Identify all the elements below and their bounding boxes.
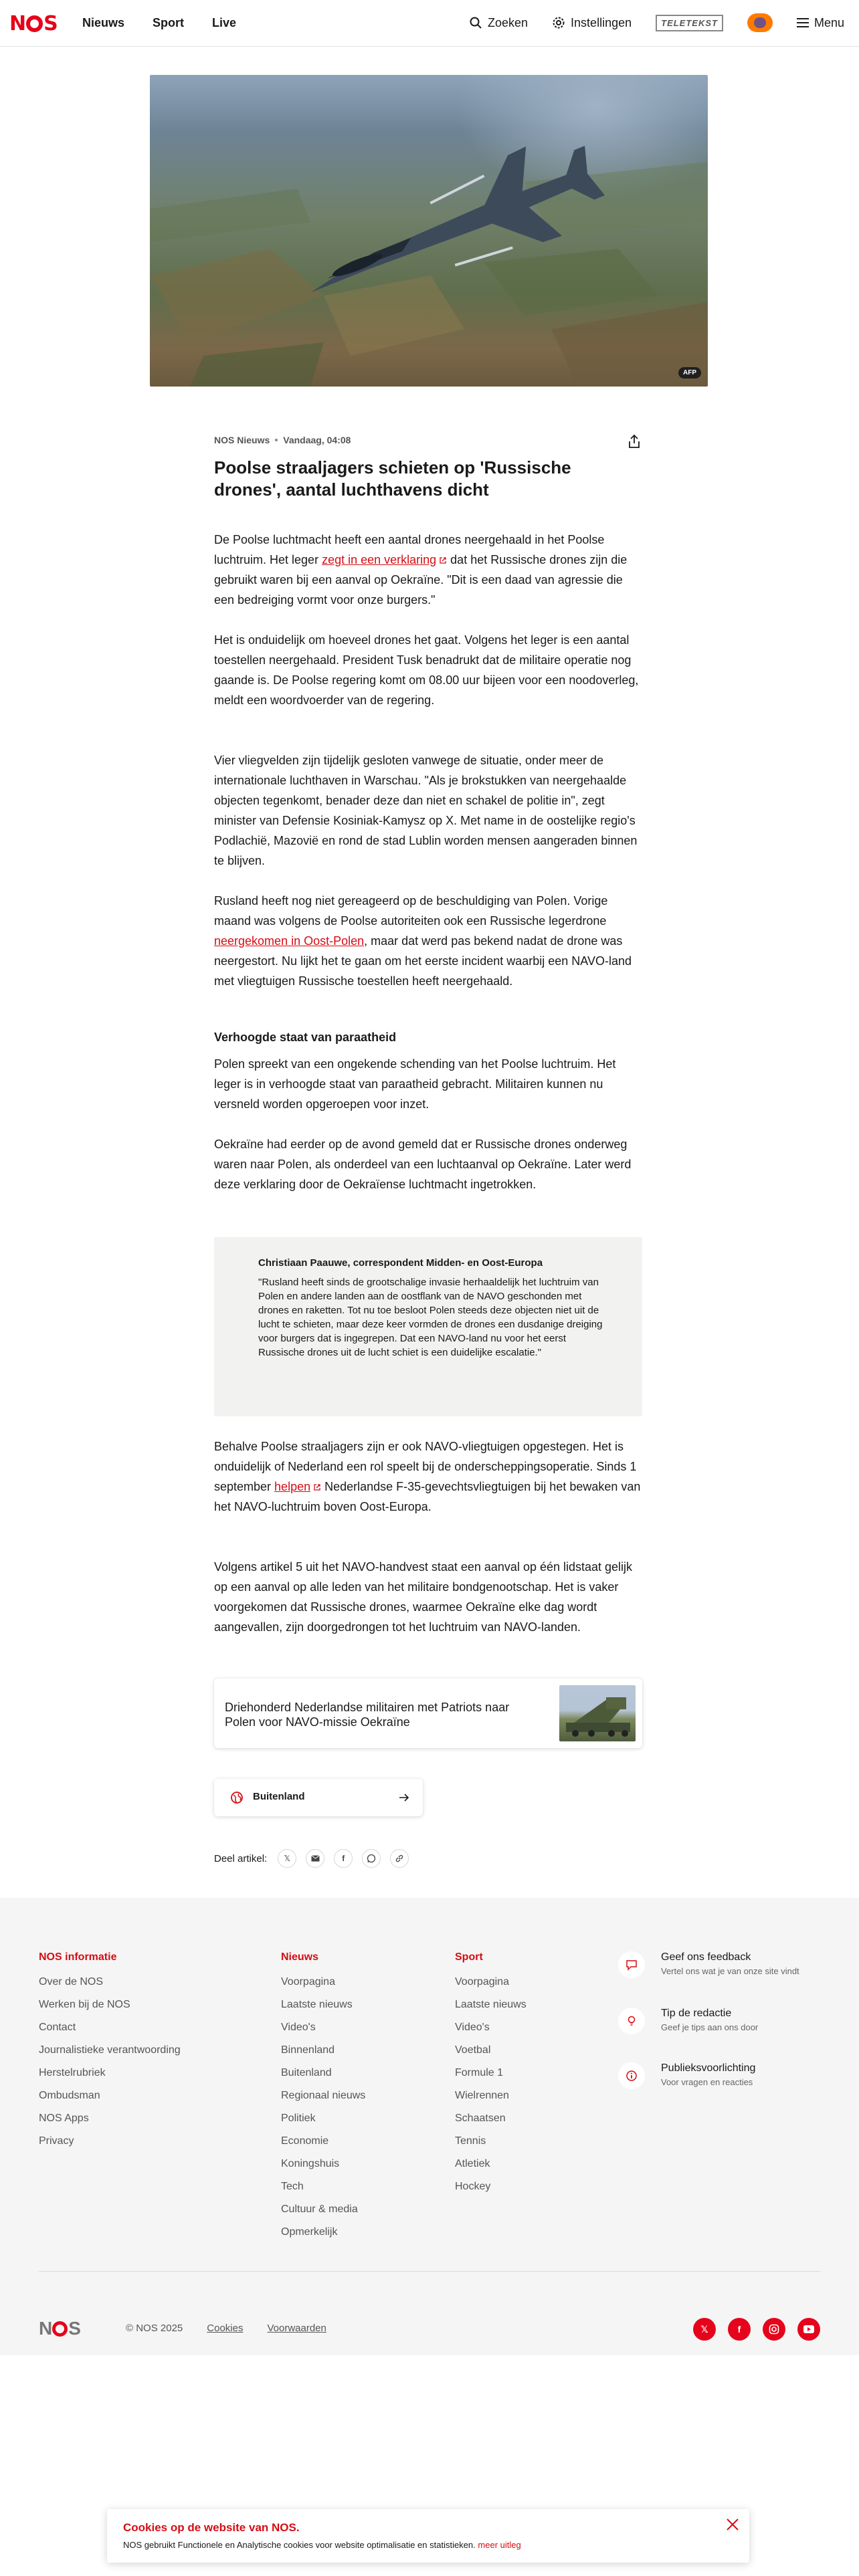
tip-link[interactable] <box>618 2008 819 2045</box>
social-links <box>693 2318 820 2341</box>
external-link-icon <box>439 556 447 564</box>
instagram-icon[interactable] <box>763 2318 785 2341</box>
paragraph-text: Rusland heeft nog niet gereageerd op de beschuldiging van Polen. Vorige maand was volgens de Poolse autoriteiten ook een Russische legerdrone <box>214 894 608 928</box>
footer-link[interactable]: Werken bij de NOS <box>39 1999 130 2010</box>
menu-label: Menu <box>814 15 844 29</box>
paragraph-text: Behalve Poolse straaljagers zijn er ook NAVO-vliegtuigen opgestegen. Het is onduidelijk of Nederland een rol speelt bij de onderscheppingsoperatie. Sinds 1 september <box>214 1440 637 1493</box>
related-article-thumbnail <box>559 1685 636 1741</box>
cookies-link[interactable]: Cookies <box>207 2323 244 2334</box>
cookie-text <box>123 2540 521 2550</box>
npo-logo[interactable] <box>747 13 773 32</box>
correspondent-quote <box>214 1237 642 1416</box>
arrow-right-icon <box>399 1792 409 1803</box>
search-label: Zoeken <box>488 15 529 29</box>
footer-link[interactable]: Video's <box>455 2022 490 2033</box>
article-title: Poolse straaljagers schieten op 'Russische drones', aantal luchthavens dicht <box>214 457 571 500</box>
article-paragraph-1 <box>214 530 642 610</box>
main-nav <box>82 16 236 30</box>
image-credit: AFP <box>678 367 701 379</box>
article-paragraph-7 <box>214 1436 642 1517</box>
share-label: Deel artikel: <box>214 1852 268 1864</box>
x-icon[interactable]: 𝕏 <box>278 1849 296 1868</box>
article-meta <box>214 435 351 445</box>
info-icon <box>618 2062 645 2089</box>
footer-link[interactable]: Voorpagina <box>455 1976 509 1988</box>
footer-link[interactable]: Schaatsen <box>455 2113 506 2124</box>
meta-separator <box>275 439 278 441</box>
footer-link[interactable]: Over de NOS <box>39 1976 104 1988</box>
whatsapp-icon[interactable] <box>362 1849 381 1868</box>
footer-nos-logo[interactable]: N S <box>39 2318 80 2339</box>
footer-heading: NOS informatie <box>39 1951 117 1963</box>
footer-link[interactable]: Formule 1 <box>455 2067 504 2078</box>
category-tag-label: Buitenland <box>253 1791 305 1802</box>
footer-link[interactable]: Opmerkelijk <box>281 2226 338 2238</box>
footer-link[interactable]: Binnenland <box>281 2044 335 2056</box>
footer-legal-links <box>126 2323 326 2334</box>
info-subtitle: Voor vragen en reacties <box>661 2077 753 2087</box>
footer-link[interactable]: NOS Apps <box>39 2113 89 2124</box>
info-title: Publieksvoorlichting <box>661 2062 756 2074</box>
cookie-more-link[interactable]: meer uitleg <box>478 2540 521 2550</box>
globe-icon <box>230 1791 244 1804</box>
article-paragraph-2: Het is onduidelijk om hoeveel drones het gaat. Volgens het leger is een aantal toestellen neergehaald. President Tusk benadrukt dat de militaire operatie nog gaande is. De Poolse regering komt om 08.00 uur bijeen voor een noodoverleg, meldt een woordvoerder van de regering. <box>214 633 639 707</box>
site-footer <box>0 1898 859 2355</box>
quote-text: "Rusland heeft sinds de grootschalige invasie herhaaldelijk het luchtruim van Polen en andere landen aan de oostflank van de NAVO geschonden met drones en raketten. Tot nu toe besloot Polen steeds deze objecten niet uit de lucht te schieten, maar deze keer vormden de drones een dusdanige dreiging voor burgers dat is ingegrepen. Dat een NAVO-land nu voor het eerst Russische drones uit de lucht schiet is een duidelijke escalatie." <box>258 1277 603 1358</box>
publieksvoorlichting-link[interactable] <box>618 2062 819 2100</box>
article-subheading: Verhoogde staat van paraatheid <box>214 1031 397 1044</box>
footer-link[interactable]: Privacy <box>39 2135 74 2147</box>
footer-link[interactable]: Laatste nieuws <box>455 1999 527 2010</box>
footer-link[interactable]: Buitenland <box>281 2067 332 2078</box>
site-header <box>0 0 859 47</box>
footer-heading: Nieuws <box>281 1951 319 1963</box>
cookie-title: Cookies op de website van NOS. <box>123 2521 300 2534</box>
hero-image <box>150 75 708 387</box>
settings-label: Instellingen <box>571 15 632 29</box>
footer-link[interactable]: Cultuur & media <box>281 2204 358 2215</box>
lightbulb-icon <box>618 2008 645 2034</box>
feedback-title: Geef ons feedback <box>661 1951 751 1963</box>
footer-link[interactable]: Hockey <box>455 2181 491 2192</box>
footer-link[interactable]: Contact <box>39 2022 76 2033</box>
footer-col-nieuws <box>281 1951 365 2248</box>
copyright: © NOS 2025 <box>126 2323 183 2334</box>
footer-bottom-bar <box>0 2271 859 2355</box>
footer-col-nos-informatie <box>39 1951 181 2157</box>
patriot-launcher-illustration <box>559 1685 636 1741</box>
share-icon[interactable] <box>626 433 642 449</box>
footer-link[interactable]: Laatste nieuws <box>281 1999 353 2010</box>
category-tag-buitenland[interactable] <box>214 1779 423 1816</box>
footer-link[interactable]: Voetbal <box>455 2044 491 2056</box>
statement-link[interactable]: zegt in een verklaring <box>322 553 437 566</box>
drone-article-link[interactable]: neergekomen in Oost-Polen <box>214 934 365 948</box>
paragraph-text: De Poolse luchtmacht heeft een aantal drones neergehaald in het Poolse luchtruim. Het leger <box>214 533 605 566</box>
article-paragraph-4 <box>214 891 642 991</box>
youtube-icon[interactable] <box>797 2318 820 2341</box>
footer-link[interactable]: Economie <box>281 2135 329 2147</box>
cookie-banner <box>107 2509 749 2563</box>
landscape-illustration <box>150 75 708 387</box>
article-paragraph-8: Volgens artikel 5 uit het NAVO-handvest staat een aanval op één lidstaat gelijk op een aanval op alle leden van het militaire bondgenootschap. Het is vaker voorgekomen dat Russische drones, waarmee Oekraïne elke dag wordt aangevallen, zijn doorgedrongen tot het luchtruim van NAVO-landen. <box>214 1560 633 1634</box>
footer-link[interactable]: Voorpagina <box>281 1976 335 1988</box>
tip-subtitle: Geef je tips aan ons door <box>661 2022 759 2032</box>
external-link-icon <box>313 1483 321 1491</box>
article-paragraph-6: Oekraïne had eerder op de avond gemeld dat er Russische drones onderweg waren naar Polen, als onderdeel van een luchtaanval op Oekraïne. Later werd deze verklaring door de Oekraïense luchtmacht ingetrokken. <box>214 1138 632 1191</box>
link-icon[interactable] <box>390 1849 409 1868</box>
article-paragraph-5: Polen spreekt van een ongekende schending van het Poolse luchtruim. Het leger is in verhoogde staat van paraatheid gebracht. Militairen kunnen nu versneld worden opgeroepen voor inzet. <box>214 1057 616 1111</box>
related-article-title: Driehonderd Nederlandse militairen met Patriots naar Polen voor NAVO-missie Oekraïne <box>225 1701 510 1729</box>
nos-logo[interactable]: N S <box>9 11 58 35</box>
share-bar <box>214 1849 409 1868</box>
x-icon[interactable]: 𝕏 <box>693 2318 716 2341</box>
settings-button[interactable] <box>552 16 632 30</box>
search-button[interactable] <box>469 16 528 30</box>
article-source: NOS Nieuws <box>214 435 270 445</box>
teletekst-link[interactable]: TELETEKST <box>656 15 723 31</box>
header-actions <box>469 13 844 32</box>
footer-link[interactable]: Atletiek <box>455 2158 490 2169</box>
footer-link[interactable]: Politiek <box>281 2113 316 2124</box>
footer-link[interactable]: Journalistieke verantwoording <box>39 2044 181 2056</box>
footer-link[interactable]: Ombudsman <box>39 2090 100 2101</box>
chat-icon <box>618 1951 645 1978</box>
article-paragraph-3: Vier vliegvelden zijn tijdelijk gesloten vanwege de situatie, onder meer de internationale luchthaven in Warschau. "Als je brokstukken van neergehaalde objecten tegenkomt, benader deze dan niet en schakel de politie in", zegt minister van Defensie Kosiniak-Kamysz op X. Met name in de oostelijke regio's Podlachië, Mazovië en rond de stad Lublin worden mensen aangeraden binnen te blijven. <box>214 754 638 867</box>
helpen-link[interactable]: helpen <box>274 1480 311 1493</box>
footer-heading: Sport <box>455 1951 483 1963</box>
footer-link[interactable]: Tennis <box>455 2135 486 2147</box>
terms-link[interactable]: Voorwaarden <box>267 2323 326 2334</box>
footer-col-sport <box>455 1951 527 2203</box>
feedback-subtitle: Vertel ons wat je van onze site vindt <box>661 1966 799 1976</box>
paragraph-text: Nederlandse F-35-gevechtsvliegtuigen bij het bewaken van het NAVO-luchtruim boven Oost-Europa. <box>214 1480 641 1513</box>
footer-link[interactable]: Herstelrubriek <box>39 2067 106 2078</box>
close-icon[interactable] <box>724 2516 741 2533</box>
footer-divider <box>39 2271 820 2272</box>
footer-link[interactable]: Video's <box>281 2022 316 2033</box>
menu-button[interactable] <box>797 16 844 30</box>
paragraph-text: , maar dat werd pas bekend nadat de drone was neergestort. Nu lijkt het te gaan om het eerste incident waarbij een NAVO-land met vliegtuigen Russische toestellen heeft neergehaald. <box>214 934 632 988</box>
nav-item-live[interactable]: Live <box>212 16 237 29</box>
cookie-description: NOS gebruikt Functionele en Analytische cookies voor website optimalisatie en statistieken. <box>123 2540 476 2550</box>
facebook-icon[interactable]: f <box>334 1849 353 1868</box>
feedback-link[interactable] <box>618 1951 819 1989</box>
mail-icon[interactable] <box>306 1849 324 1868</box>
nav-item-sport[interactable]: Sport <box>153 16 185 29</box>
article-time: Vandaag, 04:08 <box>283 435 351 445</box>
facebook-icon[interactable]: f <box>728 2318 751 2341</box>
footer-link[interactable]: Regionaal nieuws <box>281 2090 366 2101</box>
nav-item-nieuws[interactable]: Nieuws <box>82 16 125 29</box>
tip-title: Tip de redactie <box>661 2008 732 2019</box>
gear-icon <box>552 16 565 29</box>
footer-link[interactable]: Koningshuis <box>281 2158 340 2169</box>
quote-author: Christiaan Paauwe, correspondent Midden- en Oost-Europa <box>258 1257 543 1269</box>
paragraph-text: dat het Russische drones zijn die gebruikt waren bij een aanval op Oekraïne. "Dit is een daad van agressie die een bedreiging vormt voor onze burgers." <box>214 553 628 607</box>
search-icon <box>469 16 482 29</box>
related-article-card[interactable] <box>214 1679 642 1748</box>
footer-link[interactable]: Tech <box>281 2181 304 2192</box>
hamburger-icon <box>797 18 809 27</box>
footer-link[interactable]: Wielrennen <box>455 2090 509 2101</box>
